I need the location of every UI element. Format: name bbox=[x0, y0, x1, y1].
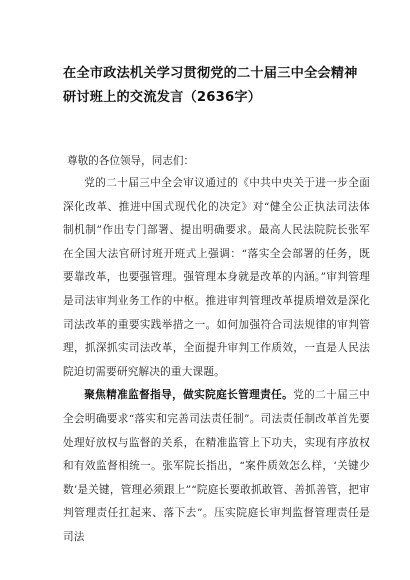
paragraph-1 bbox=[63, 172, 370, 384]
greeting: 尊敬的各位领导，同志们： bbox=[67, 155, 195, 167]
paragraph-2 bbox=[63, 384, 370, 549]
paragraph-2-text: 党的二十届三中全会明确要求“落实和完善司法责任制”。司法责任制改革首先要处理好放权与监督的关系，在精准监管上下功夫，实现有序放权和有效监督相统一。张军院长指出，“案件质效怎么样，‘关键少数’是关键，管理必须跟上”“院庭长要敢抓敢管、善抓善管，把审判管理责任扛起来、落下去”。压实院庭长审判监督管理责任是司法 bbox=[63, 389, 370, 543]
document-title: 在全市政法机关学习贯彻党的二十届三中全会精神研讨班上的交流发言（2636字） bbox=[63, 66, 358, 105]
paragraph-2-lead: 聚焦精准监督指导，做实院庭长管理责任。 bbox=[84, 389, 294, 402]
paragraph-1-text: 党的二十届三中全会审议通过的《中共中央关于进一步全面深化改革、推进中国式现代化的决定》对“健全公正执法司法体制机制”作出专门部署、提出明确要求。最高人民法院院长张军在全国大法官研讨班开班式上强调：“落实全会部署的任务，既要靠改革，也要强管理。强管理本身就是改革的内涵。”审判管理是司法审判业务工作的中枢。推进审判管理改革提质增效是深化司法改革的重要实践举措之一。如何加强符合司法规律的审判管理，抓深抓实司法改革，全面提升审判工作质效，一直是人民法院迫切需要研究解决的重大课题。 bbox=[63, 177, 370, 378]
